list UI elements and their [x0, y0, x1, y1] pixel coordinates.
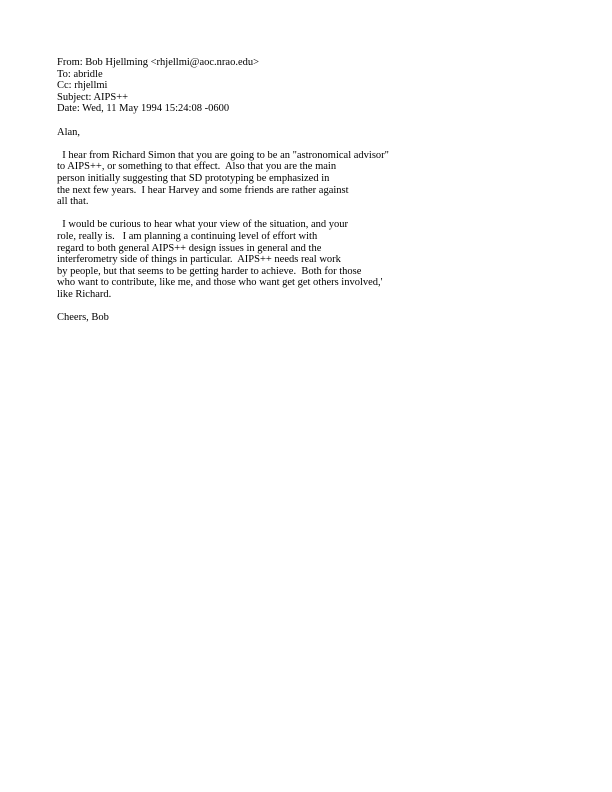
date-line: Date: Wed, 11 May 1994 15:24:08 -0600: [57, 103, 230, 115]
paragraph-line: by people, but that seems to be getting harder to achieve. Both for those: [57, 265, 362, 277]
paragraph-line: the next few years. I hear Harvey and some friends are rather against: [57, 184, 349, 196]
paragraph-1: [57, 150, 577, 208]
paragraph-line: person initially suggesting that SD prototyping be emphasized in: [57, 172, 330, 184]
paragraph-line: all that.: [57, 196, 89, 208]
paragraph-line: regard to both general AIPS++ design issues in general and the: [57, 242, 322, 254]
paragraph-line: who want to contribute, like me, and those who want get get others involved,': [57, 277, 383, 289]
greeting: Alan,: [57, 126, 81, 138]
to-line: To: abridle: [57, 68, 103, 80]
paragraph-line: I hear from Richard Simon that you are going to be an "astronomical advisor": [57, 149, 389, 161]
paragraph-line: I would be curious to hear what your view of the situation, and your: [57, 219, 349, 231]
signoff: Cheers, Bob: [57, 312, 109, 324]
subject-line: Subject: AIPS++: [57, 91, 129, 103]
spacer: [57, 115, 577, 127]
spacer: [57, 300, 577, 312]
email-header: [57, 57, 577, 115]
spacer: [57, 138, 577, 150]
paragraph-line: to AIPS++, or something to that effect. Also that you are the main: [57, 161, 337, 173]
spacer: [57, 208, 577, 220]
paragraph-line: interferometry side of things in particular. AIPS++ needs real work: [57, 254, 341, 266]
from-line: From: Bob Hjellming <rhjellmi@aoc.nrao.edu>: [57, 57, 260, 68]
paragraph-2: [57, 219, 577, 300]
paragraph-line: like Richard.: [57, 288, 112, 300]
cc-line: Cc: rhjellmi: [57, 80, 108, 92]
paragraph-line: role, really is. I am planning a continuing level of effort with: [57, 230, 318, 242]
email-message: [57, 57, 577, 324]
